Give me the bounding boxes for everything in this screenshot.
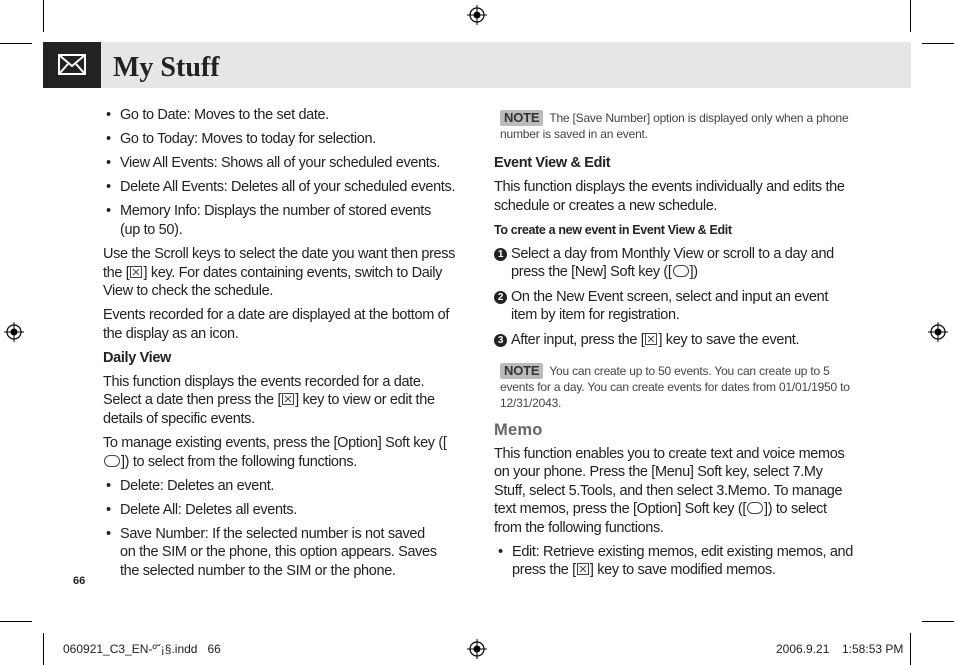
paragraph-text: This function displays the events recorded for a date. Select a date then press the [ — [103, 373, 425, 408]
footer-time: 1:58:53 PM — [842, 642, 904, 656]
step-item — [494, 288, 856, 325]
paragraph-text: ]) to select from the following functions. — [121, 453, 357, 470]
ok-key-icon — [577, 563, 589, 575]
note-box — [500, 110, 856, 142]
paragraph: Events recorded for a date are displayed at the bottom of the display as an icon. — [103, 307, 449, 342]
list-item-text: ] key to save modified memos. — [589, 562, 776, 578]
left-column — [103, 106, 463, 580]
paragraph-text: This function enables you to create text and voice memos on your phone. Press the [Menu] Soft key, select 7.My Stuff, select 5.Tools, and then select 3.Memo. To manage text memos, press the [Option] Soft key ([ — [494, 445, 845, 517]
soft-key-icon — [104, 455, 120, 467]
note-text: The [Save Number] option is displayed only when a phone number is saved in an event. — [500, 111, 849, 141]
paragraph-text: ] key to view or edit the details of specific events. — [103, 392, 435, 427]
list-item: • Go to Date: Moves to the set date. — [106, 106, 463, 125]
page-title: My Stuff — [113, 52, 220, 83]
list-item-text: Edit: Retrieve existing memos, edit existing memos, and press the [ — [512, 543, 853, 578]
paragraph: This function displays the events individually and edits the schedule or creates a new schedule. — [494, 179, 845, 214]
paragraph-text: Use the Scroll keys to select the date you want then press the [ — [103, 246, 456, 281]
note-box — [500, 363, 856, 411]
header-icon-box — [43, 42, 101, 88]
paragraph — [103, 245, 463, 301]
section-heading: Event View & Edit — [494, 155, 611, 171]
crop-mark — [0, 621, 32, 622]
step-text: On the New Event screen, select and input an event item by item for registration. — [511, 288, 829, 323]
list-item: • Delete All: Deletes all events. — [106, 501, 463, 520]
paragraph-text: To manage existing events, press the [Option] Soft key ([ — [103, 435, 447, 451]
soft-key-icon — [747, 502, 763, 514]
crop-mark — [0, 43, 32, 44]
right-column — [494, 110, 856, 580]
crop-mark — [43, 633, 44, 665]
page-number: 66 — [73, 575, 86, 587]
list-item: • View All Events: Shows all of your scheduled events. — [106, 154, 463, 173]
step-text: Select a day from Monthly View or scroll to a day and press the [New] Soft key ([ — [511, 245, 834, 280]
ok-key-icon — [130, 266, 142, 278]
paragraph — [103, 434, 463, 471]
paragraph — [103, 373, 463, 429]
note-label: NOTE — [500, 110, 543, 126]
list-item: • Delete All Events: Deletes all of your scheduled events. — [106, 178, 463, 197]
list-item: • Memory Info: Displays the number of stored events (up to 50). — [106, 202, 463, 239]
footer-file: 060921_C3_EN-º˘¡§.indd 66 — [63, 642, 221, 656]
list-item: • Go to Today: Moves to today for selection. — [106, 130, 463, 149]
crop-mark — [922, 43, 954, 44]
step-text: ] key to save the event. — [658, 331, 800, 348]
ok-key-icon — [282, 393, 294, 405]
registration-mark-icon — [928, 322, 948, 342]
registration-mark-icon — [467, 5, 487, 25]
registration-mark-icon — [467, 639, 487, 659]
step-item — [494, 331, 856, 350]
note-label: NOTE — [500, 363, 543, 379]
step-number: 2 — [494, 291, 507, 304]
step-number: 3 — [494, 334, 507, 347]
step-number: 1 — [494, 248, 507, 261]
ok-key-icon — [645, 333, 657, 345]
registration-mark-icon — [4, 322, 24, 342]
list-item: • Delete: Deletes an event. — [106, 477, 463, 496]
paragraph — [494, 445, 856, 538]
note-text: You can create up to 50 events. You can create up to 5 events for a day. You can create events for dates from 01/01/1950 to 12/31/2043. — [500, 364, 850, 410]
step-item — [494, 245, 856, 282]
envelope-icon — [43, 42, 101, 88]
crop-mark — [922, 621, 954, 622]
soft-key-icon — [673, 265, 689, 277]
footer-date: 2006.9.21 — [776, 642, 830, 656]
list-item: • Save Number: If the selected number is not saved on the SIM or the phone, this option appears. Saves the selected number to the SIM or the phone. — [106, 525, 463, 581]
step-text: ]) — [689, 264, 698, 280]
paragraph-text: ] key. For dates containing events, switch to Daily View to check the schedule. — [103, 264, 443, 299]
section-heading: Daily View — [103, 349, 171, 366]
crop-mark — [910, 633, 911, 665]
sub-heading: To create a new event in Event View & Edit — [494, 222, 732, 237]
section-heading: Memo — [494, 421, 543, 439]
crop-mark — [910, 0, 911, 32]
step-text: After input, press the [ — [511, 331, 645, 348]
crop-mark — [43, 0, 44, 32]
paragraph-text: ]) to select from the following functions. — [494, 501, 827, 536]
list-item — [498, 543, 856, 580]
